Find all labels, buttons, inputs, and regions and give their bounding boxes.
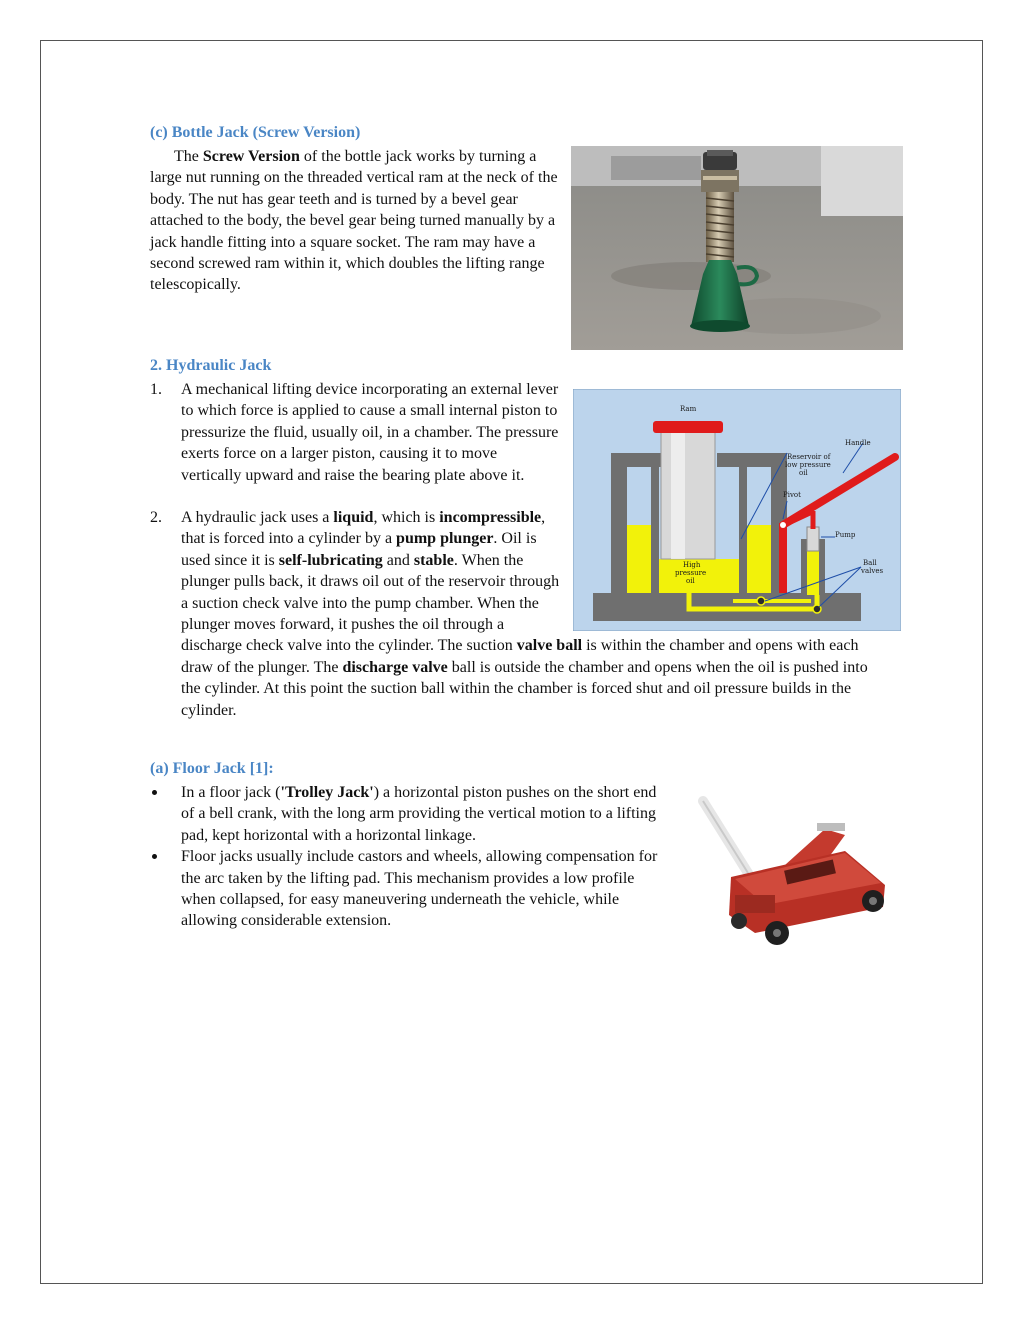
text-run: , that is forced into a cylinder by a bbox=[181, 509, 546, 548]
text-run: is within the chamber and opens with each draw of the plunger. The bbox=[181, 637, 859, 676]
section-a-heading: (a) Floor Jack [1]: bbox=[150, 760, 274, 777]
section-2-heading: 2. Hydraulic Jack bbox=[150, 357, 272, 374]
text-run: ball is outside the chamber and opens when the oil is pushed into the cylinder. At this point the suction ball within the chamber is forced shut and oil pressure builds in the cylinder. bbox=[181, 658, 868, 719]
text-run: and bbox=[382, 551, 414, 569]
label-reservoir-3: oil bbox=[799, 469, 808, 477]
jack-body-left bbox=[611, 453, 627, 593]
text-run: , which is bbox=[373, 509, 440, 526]
list-item-text: A mechanical lifting device incorporating an external lever to which force is applied to cause a small internal piston to pressurize the fluid, usually oil, in a chamber. The pressure exerts force on a larger piston, causing it to move vertically upward and raise the bearing plate above it. bbox=[181, 381, 559, 484]
section-c-paragraph bbox=[150, 146, 560, 296]
hydraulic-list-part1 bbox=[150, 379, 560, 486]
bold-run: discharge valve bbox=[342, 658, 448, 676]
bold-run: Screw Version bbox=[202, 148, 300, 165]
list-item bbox=[150, 782, 670, 846]
text-run: ) a horizontal piston pushes on the short end of a bell crank, with the long arm providing the vertical motion to a lifting pad, kept horizontal with a horizontal linkage. bbox=[181, 784, 657, 844]
pivot-point bbox=[780, 522, 786, 528]
label-ram: Ram bbox=[680, 405, 697, 413]
bold-run: self-lubricating bbox=[278, 551, 383, 569]
label-reservoir-2: low pressure bbox=[785, 461, 831, 469]
section-c-heading: (c) Bottle Jack (Screw Version) bbox=[150, 124, 361, 141]
list-item bbox=[150, 846, 670, 932]
ball-valve bbox=[757, 597, 765, 605]
text-run: of the bottle jack works by turning a large nut running on the threaded vertical ram at the neck of the body. The nut has gear teeth and is turned by a bevel gear attached to the body, the bevel gear being turned manually by a jack handle fitting into a square socket. The ram may have a second screwed ram within it, which doubles the lifting range telescopically. bbox=[150, 148, 558, 294]
label-pivot: Pivot bbox=[783, 491, 801, 499]
list-marker: 2. bbox=[150, 509, 162, 526]
label-valves: valves bbox=[861, 567, 884, 575]
hydraulic-jack-diagram bbox=[573, 389, 901, 631]
bottle-jack-photo bbox=[571, 146, 903, 350]
ram bbox=[661, 431, 715, 559]
text-run: A hydraulic jack uses a bbox=[181, 509, 334, 526]
floor-jack-list bbox=[150, 782, 670, 932]
pivot-post bbox=[779, 523, 787, 593]
label-ball: Ball bbox=[863, 559, 877, 567]
label-oil: oil bbox=[686, 577, 695, 585]
list-item-text: Floor jacks usually include castors and wheels, allowing compensation for the arc taken by the lifting pad. This mechanism provides a low profile when collapsed, for easy maneuvering underneath the vehicle, while allowing considerable extension. bbox=[181, 848, 658, 930]
text-run: In a floor jack ( bbox=[181, 784, 281, 801]
bold-run: pump plunger bbox=[396, 530, 494, 548]
floor-jack-photo bbox=[695, 795, 895, 950]
ram-cap bbox=[653, 421, 723, 433]
label-reservoir-1: Reservoir of bbox=[787, 453, 831, 461]
label-handle: Handle bbox=[845, 439, 871, 447]
label-high: High bbox=[683, 561, 701, 569]
reservoir-oil-right bbox=[747, 525, 771, 593]
bold-run: stable bbox=[413, 551, 454, 569]
bullet-icon bbox=[152, 790, 157, 795]
text-run: . Oil is used since it is bbox=[181, 530, 537, 569]
bold-run: 'Trolley Jack' bbox=[280, 784, 374, 801]
text-run: . When the plunger pulls back, it draws oil out of the reservoir through a suction check valve into the pump chamber. When the plunger moves forward, it pushes the oil through a discharge check valve into the cylinder. The suction bbox=[181, 551, 560, 655]
pump-plunger bbox=[807, 527, 819, 551]
list-marker: 1. bbox=[150, 381, 162, 398]
bold-run: incompressible bbox=[439, 509, 542, 526]
bullet-icon bbox=[152, 854, 157, 859]
text-run: The bbox=[174, 148, 203, 165]
list-item bbox=[150, 379, 560, 486]
label-pressure: pressure bbox=[675, 569, 707, 577]
bold-run: valve ball bbox=[516, 637, 583, 655]
bold-run: liquid bbox=[333, 509, 374, 526]
label-pump: Pump bbox=[835, 531, 856, 539]
reservoir-oil-left bbox=[627, 525, 651, 593]
